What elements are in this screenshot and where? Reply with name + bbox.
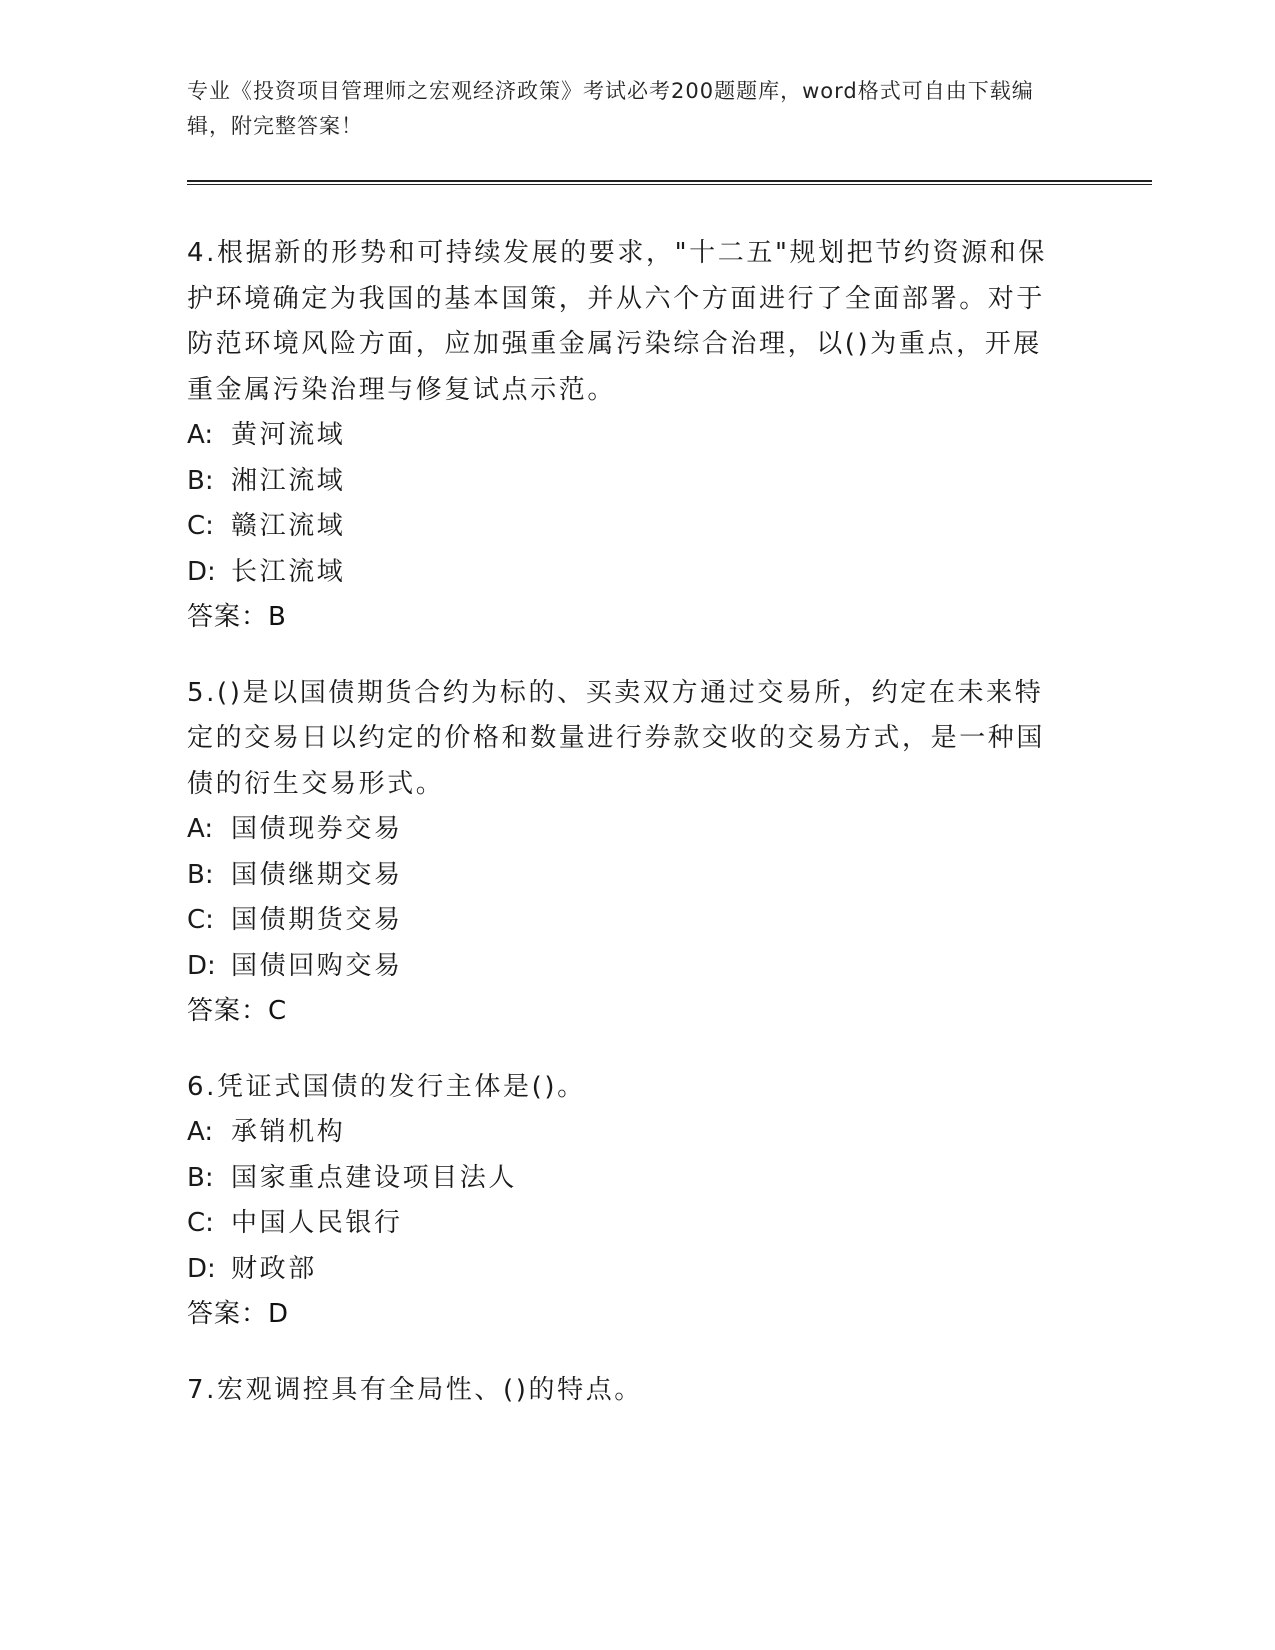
option-text: 国家重点建设项目法人	[231, 1162, 518, 1193]
option-b	[187, 1156, 1067, 1202]
option-letter: A:	[187, 814, 214, 844]
option-text: 赣江流域	[231, 511, 346, 541]
option-b	[187, 459, 1067, 505]
option-a	[187, 1110, 1067, 1156]
option-letter: A:	[187, 420, 214, 450]
option-letter: A:	[187, 1117, 214, 1147]
option-letter: C:	[187, 511, 214, 541]
answer-line: 答案：C	[187, 996, 288, 1026]
answer-line: 答案：B	[187, 602, 287, 632]
option-c	[187, 504, 1067, 550]
option-a	[187, 807, 1067, 853]
option-d	[187, 550, 1067, 596]
option-d	[187, 1247, 1067, 1293]
option-text: 国债回购交易	[231, 950, 403, 981]
answer-line: 答案：D	[187, 1299, 290, 1329]
option-letter: C:	[187, 905, 214, 935]
question-stem: 5.()是以国债期货合约为标的、买卖双方通过交易所，约定在未来特定的交易日以约定的价格和数量进行券款交收的交易方式，是一种国债的衍生交易形式。	[187, 677, 1046, 799]
option-b	[187, 853, 1067, 899]
option-text: 中国人民银行	[231, 1208, 403, 1238]
option-d	[187, 944, 1067, 990]
option-letter: B:	[187, 1162, 214, 1193]
question-5	[187, 671, 1067, 1035]
option-text: 国债继期交易	[231, 859, 403, 890]
option-letter: C:	[187, 1208, 214, 1238]
question-stem: 6.凭证式国债的发行主体是()。	[187, 1071, 586, 1102]
option-text: 国债期货交易	[231, 905, 403, 935]
option-a	[187, 413, 1067, 459]
option-letter: B:	[187, 859, 214, 890]
option-c	[187, 898, 1067, 944]
option-letter: D:	[187, 556, 216, 587]
option-letter: D:	[187, 1253, 216, 1284]
option-text: 黄河流域	[231, 420, 346, 450]
option-text: 财政部	[231, 1253, 317, 1284]
question-4	[187, 231, 1067, 641]
question-stem: 4.根据新的形势和可持续发展的要求，"十二五"规划把节约资源和保护环境确定为我国的基本国策，并从六个方面进行了全面部署。对于防范环境风险方面，应加强重金属污染综合治理，以()为重点，开展重金属污染治理与修复试点示范。	[187, 238, 1047, 405]
question-7	[187, 1368, 1067, 1414]
header-divider	[187, 180, 1152, 185]
question-list	[187, 231, 1067, 1443]
option-letter: D:	[187, 950, 216, 981]
question-6	[187, 1065, 1067, 1338]
option-letter: B:	[187, 465, 214, 496]
option-text: 长江流域	[231, 556, 346, 587]
option-c	[187, 1201, 1067, 1247]
option-text: 国债现券交易	[231, 814, 403, 844]
document-header-title: 专业《投资项目管理师之宏观经济政策》考试必考200题题库，word格式可自由下载编辑，附完整答案！	[187, 79, 1034, 138]
option-text: 承销机构	[231, 1117, 346, 1147]
option-text: 湘江流域	[231, 465, 346, 496]
question-stem: 7.宏观调控具有全局性、()的特点。	[187, 1374, 643, 1405]
